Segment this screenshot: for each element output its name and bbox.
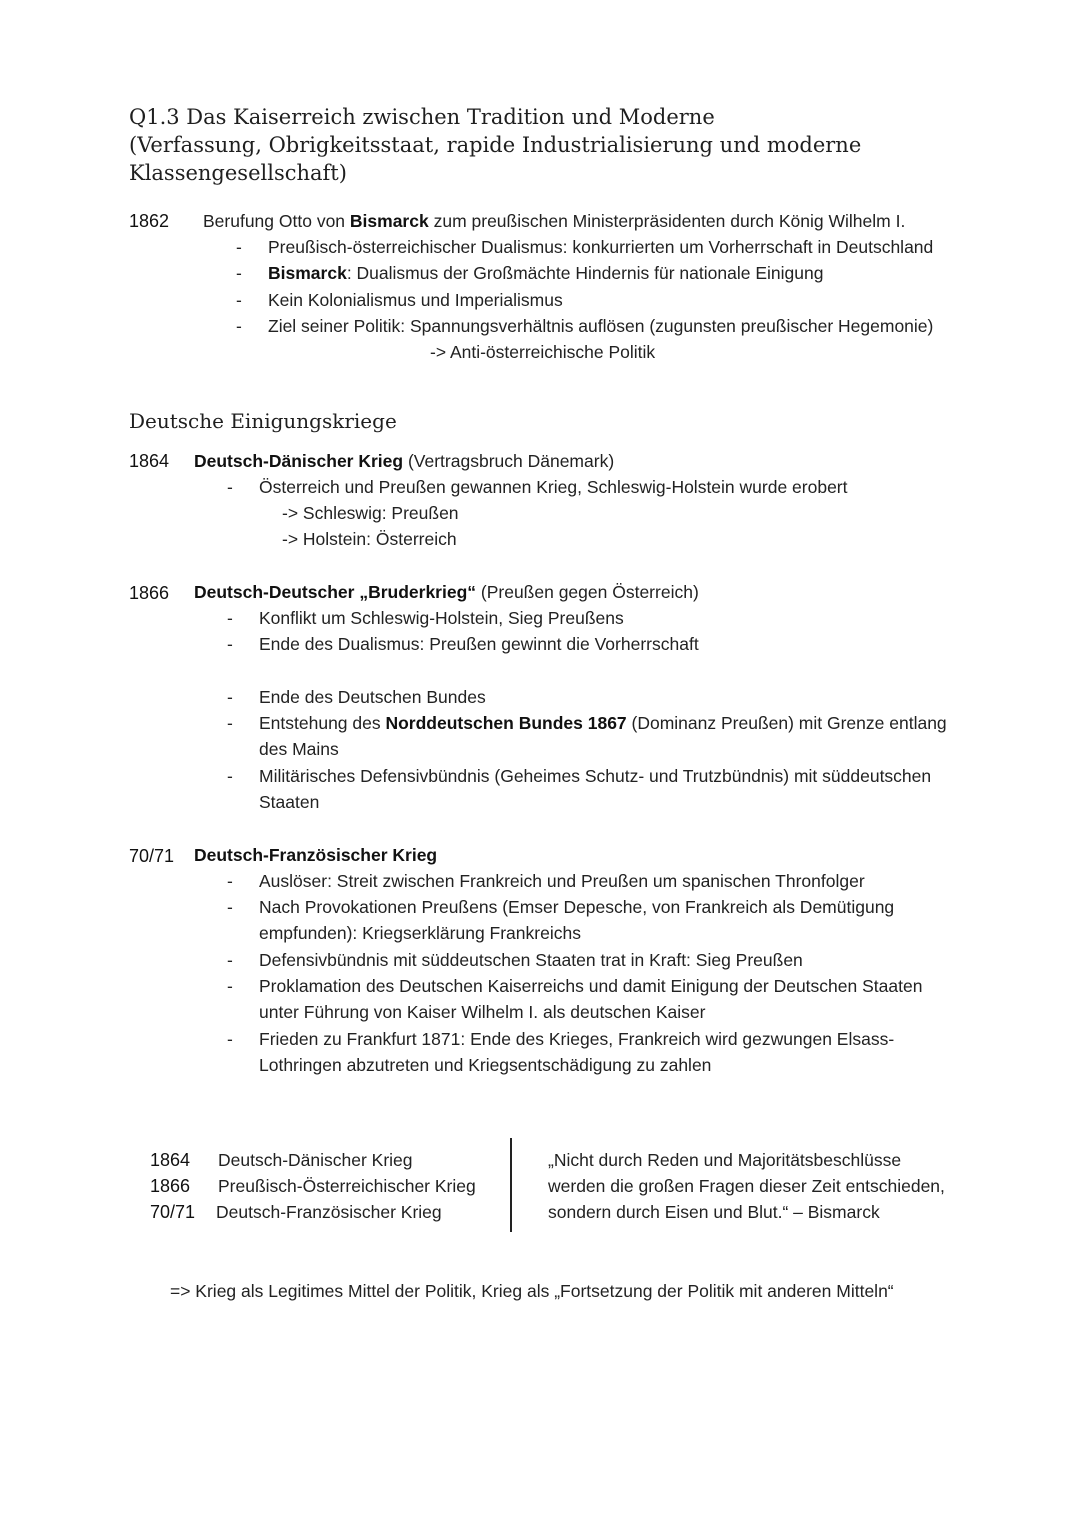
summary-year-1: 1864 [150,1150,191,1170]
bullet-1866-2: Ende des Dualismus: Preußen gewinnt die Vorherrschaft [259,634,699,654]
bullet-1864-sub-1: -> Schleswig: Preußen [282,503,459,523]
bullet-1866-5-cont: Staaten [259,792,320,812]
title-line-3: Klassengesellschaft) [129,161,347,185]
bullet-dash: - [236,263,242,283]
bullet-dash: - [236,237,242,257]
bullet-dash: - [227,976,233,996]
summary-war-2: Preußisch-Österreichischer Krieg [218,1176,476,1196]
bullet-dash: - [227,713,233,733]
heading-text: Berufung Otto von [203,211,350,231]
bullet-text: Entstehung des [259,713,386,733]
bismarck-quote-line-1: „Nicht durch Reden und Majoritätsbeschlüsse [548,1150,902,1170]
bullet-7071-2: Nach Provokationen Preußens (Emser Depesche, von Frankreich als Demütigung [259,897,895,917]
bullet-7071-4-cont: unter Führung von Kaiser Wilhelm I. als deutschen Kaiser [259,1002,706,1022]
bullet-1862-4-sub: -> Anti-österreichische Politik [430,342,656,362]
bullet-1862-1: Preußisch-österreichischer Dualismus: konkurrierten um Vorherrschaft in Deutschland [268,237,934,257]
page-title [129,103,989,187]
bullet-text-rest: (Dominanz Preußen) mit Grenze entlang [626,713,947,733]
bullet-1866-4-cont: des Mains [259,739,339,759]
year-7071: 70/71 [129,846,175,866]
year-1862: 1862 [129,211,170,231]
section-1866-heading [194,579,699,605]
war-name-bold: Deutsch-Deutscher „Bruderkrieg“ [194,582,477,602]
war-name-bold: Deutsch-Französischer Krieg [194,845,438,865]
bullet-dash: - [227,871,233,891]
bullet-1862-3: Kein Kolonialismus und Imperialismus [268,290,563,310]
year-1866: 1866 [129,583,170,603]
bullet-1864-1: Österreich und Preußen gewannen Krieg, Schleswig-Holstein wurde erobert [259,477,848,497]
bullet-1866-5: Militärisches Defensivbündnis (Geheimes Schutz- und Trutzbündnis) mit süddeutschen [259,766,932,786]
conclusion-line: => Krieg als Legitimes Mittel der Politik, Krieg als „Fortsetzung der Politik mit anderen Mitteln“ [170,1281,894,1301]
bullet-1864-sub-2: -> Holstein: Österreich [282,529,457,549]
bismarck-bold: Bismarck [268,263,347,283]
norddeutscher-bund-bold: Norddeutschen Bundes 1867 [385,713,627,733]
section-1864-heading [194,448,614,474]
bullet-7071-5: Frieden zu Frankfurt 1871: Ende des Krieges, Frankreich wird gezwungen Elsass- [259,1029,895,1049]
heading-text-rest: (Vertragsbruch Dänemark) [403,451,615,471]
heading-text-rest: zum preußischen Ministerpräsidenten durch König Wilhelm I. [428,211,906,231]
bullet-dash: - [236,316,242,336]
bullet-1862-4: Ziel seiner Politik: Spannungsverhältnis auflösen (zugunsten preußischer Hegemonie) [268,316,934,336]
bullet-1866-4 [259,710,947,736]
bullet-dash: - [227,950,233,970]
bullet-1862-2 [268,260,823,286]
bullet-dash: - [236,290,242,310]
section-1862-heading [203,208,905,234]
summary-war-1: Deutsch-Dänischer Krieg [218,1150,413,1170]
bullet-dash: - [227,687,233,707]
section-7071-heading [194,842,437,868]
bullet-1866-3: Ende des Deutschen Bundes [259,687,486,707]
bullet-7071-4: Proklamation des Deutschen Kaiserreichs und damit Einigung der Deutschen Staaten [259,976,923,996]
bullet-text: : Dualismus der Großmächte Hindernis für nationale Einigung [346,263,824,283]
bullet-dash: - [227,766,233,786]
summary-divider [510,1138,512,1232]
bismarck-quote-line-3: sondern durch Eisen und Blut.“ – Bismarck [548,1202,880,1222]
bullet-dash: - [227,477,233,497]
summary-year-2: 1866 [150,1176,191,1196]
bullet-7071-5-cont: Lothringen abzutreten und Kriegsentschädigung zu zahlen [259,1055,712,1075]
title-line-1: Q1.3 Das Kaiserreich zwischen Tradition und Moderne [129,105,715,129]
bullet-1866-1: Konflikt um Schleswig-Holstein, Sieg Preußens [259,608,624,628]
year-1864: 1864 [129,451,170,471]
bullet-7071-3: Defensivbündnis mit süddeutschen Staaten trat in Kraft: Sieg Preußen [259,950,803,970]
bullet-dash: - [227,634,233,654]
summary-war-3: Deutsch-Französischer Krieg [216,1202,442,1222]
bullet-7071-2-cont: empfunden): Kriegserklärung Frankreichs [259,923,581,943]
bullet-dash: - [227,608,233,628]
bullet-dash: - [227,897,233,917]
bismarck-quote-line-2: werden die großen Fragen dieser Zeit entschieden, [548,1176,945,1196]
bismarck-bold: Bismarck [349,211,429,231]
summary-year-3: 70/71 [150,1202,196,1222]
title-line-2: (Verfassung, Obrigkeitsstaat, rapide Industrialisierung und moderne [129,133,862,157]
bullet-7071-1: Auslöser: Streit zwischen Frankreich und Preußen um spanischen Thronfolger [259,871,865,891]
bullet-dash: - [227,1029,233,1049]
heading-text-rest: (Preußen gegen Österreich) [476,582,699,602]
war-name-bold: Deutsch-Dänischer Krieg [194,451,404,471]
section-heading-wars: Deutsche Einigungskriege [129,409,397,433]
